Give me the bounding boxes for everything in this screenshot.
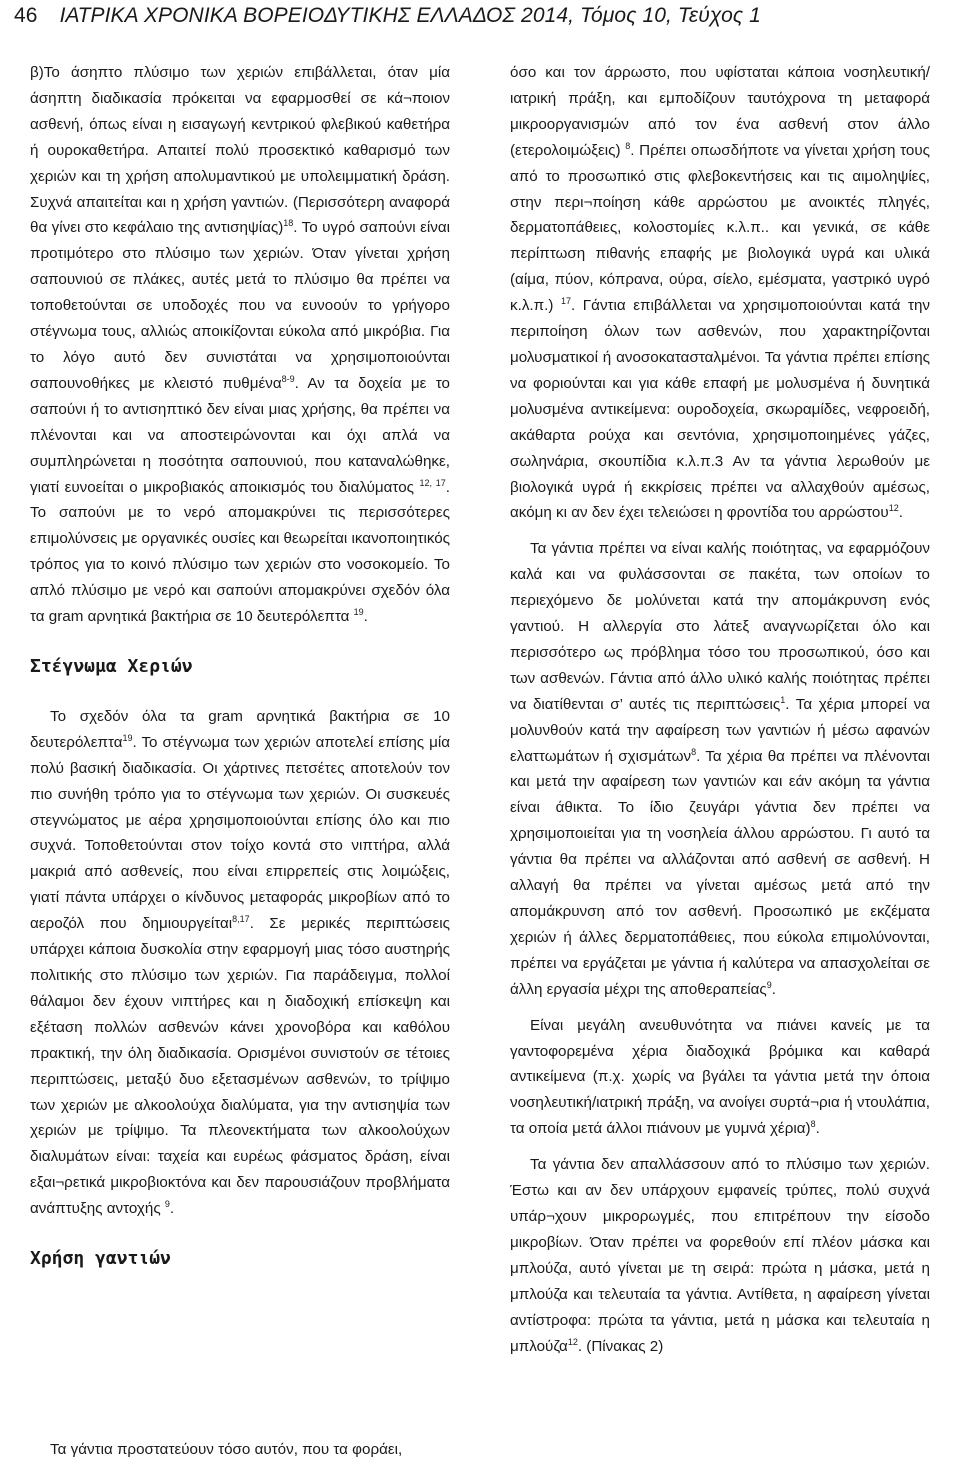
paragraph: Τα γάντια προστατεύουν τόσο αυτόν, που τα φοράει, bbox=[50, 1441, 403, 1458]
reference-marker: 8 bbox=[691, 746, 697, 757]
page-number: 46 bbox=[14, 4, 38, 27]
reference-marker: 8 bbox=[810, 1119, 816, 1130]
paragraph: Το σχεδόν όλα τα gram αρνητικά βακτήρια σε 10 δευτερόλεπτα$^{19}$. Το στέγνωμα των χεριών αποτελεί επίσης μία πολύ βασική διαδικασία. Οι χάρτινες πετσέτες αποτελούν τον πιο συνήθη τρόπο για το στέγνωμα των χεριών. Οι συσκευές στεγνώματος με αέρα χρησιμοποιούνται επίσης όλο και πιο συχνά. Τοποθετούνται στον τοίχο κοντά στο νιπτήρα, αλλά μακριά από ασθενείς, που είναι επιρρεπείς στις λοιμώξεις, γιατί πάντα υπάρχει ο κίνδυνος μεταφοράς μικροβίων από το αεροζόλ που δημιουργείται$^{8,17}$. Σε μερικές περιπτώσεις υπάρχει κάποια δυσκολία στην εφαρμογή μιας τόσο αυστηρής πολιτικής στο πλύσιμο των χεριών. Για παράδειγμα, πολλοί θάλαμοι δεν έχουν νιπτήρες και η διαδοχική επίσκεψη και εξέταση πολλών ασθενών κάνει χρονοβόρα και καθόλου πρακτική, την όλη διαδικασία. Ορισμένοι συνιστούν σε τέτοιες περιπτώσεις, μεταξύ δυο εξετασμένων ασθενών, το τρίψιμο των χεριών με αλκοολούχα διαλύματα, για την αντισηψία των χεριών με τρίψιμο. Τα πλεονεκτήματα των αλκοολούχων διαλυμάτων είναι: ταχεία και ευρέως φάσματος δράση, είναι εξαι¬ρετικά μικροβιοκτόνα και δεν παρουσιάζουν προβλήματα ανάπτυξης αντοχής $^9$. bbox=[30, 707, 450, 1218]
reference-marker: 12, 17 bbox=[419, 477, 446, 488]
paragraph: Τα γάντια πρέπει να είναι καλής ποιότητας, να εφαρμόζουν καλά και να φυλάσσονται σε πακέτα, των οποίων το περιεχόμενο δε μολύνεται κατά την απομάκρυνση ενός γαντιού. Η αλλεργία στο λάτεξ αναγνωρίζεται όλο και περισσότερο ως πρόβλημα τόσο του προσωπικού, όσο και των ασθενών. Γάντια από άλλο υλικό καλής ποιότητας πρέπει να διατίθενται σ’ αυτές τις περιπτώσεις$^1$. Τα χέρια μπορεί να μολυνθούν κατά την αφαίρεση των γαντιών ή μέσω αφανών ελαττωμάτων ή σχισμάτων$^8$. Τα χέρια θα πρέπει να πλένονται και μετά την αφαίρεση των γαντιών και εάν ακόμη τα γάντια είναι άθικτα. Το ίδιο ζευγάρι γάντια δεν πρέπει να χρησιμοποιείται για τη νοσηλεία άλλου αρρώστου. Γι αυτό τα γάντια θα πρέπει να αλλάζονται από ασθενή σε ασθενή. Η αλλαγή θα πρέπει να γίνεται αμέσως μετά από την απομάκρυνση από τον ασθενή. Προσωπικό με εκζέματα χεριών ή άλλες δερματοπάθειες, που εύκολα επιμολύνονται, πρέπει να εργάζεται με γάντια ή καλύτερα να απασχολείται σε άλλη εργασία μέχρι της αποθεραπείας$^9$. bbox=[510, 540, 930, 998]
reference-marker: 8,17 bbox=[232, 914, 250, 925]
paragraph: Είναι μεγάλη ανευθυνότητα να πιάνει κανείς με τα γαντοφορεμένα χέρια διαδοχικά βρόμικα και καθαρά αντικείμενα (π.χ. χωρίς να βγάλει τα γάντια μετά την όποια νοσηλευτική/ιατρική πράξη, να ανοίγει συρτά¬ρια ή ντουλάπια, τα οποία μετά άλλοι πιάνουν με γυμνά χέρια)$^8$. bbox=[510, 1016, 930, 1138]
reference-marker: 19 bbox=[122, 732, 133, 743]
paragraph: β)Το άσηπτο πλύσιμο των χεριών επιβάλλεται, όταν μία άσηπτη διαδικασία πρόκειται να εφαρμοσθεί σε κά¬ποιον ασθενή, όπως είναι η εισαγωγή κεντρικού φλεβικού καθετήρα ή ουροκαθετήρα. Απαιτεί πολύ προσεκτικό καθαρισμό των χεριών και τη χρήση απολυμαντικού με υπολειμματική δράση. Συχνά απαιτείται και η χρήση γαντιών. (Περισσότερη αναφορά θα γίνει στο κεφάλαιο της αντισηψίας)$^{18}$. Το υγρό σαπούνι είναι προτιμότερο στο πλύσιμο των χεριών. Όταν γίνεται χρήση σαπουνιού σε πλάκες, αυτές μετά το πλύσιμο θα πρέπει να τοποθετούνται σε υποδοχές που να ευνοούν το γρήγορο στέγνωμα τους, αλλιώς αποικίζονται εύκολα από μικρόβια. Για το λόγο αυτό δεν συνιστάται να χρησιμοποιούνται σαπουνοθήκες με κλειστό πυθμένα$^{8-9}$. Αν τα δοχεία με το σαπούνι ή το αντισηπτικό δεν είναι μιας χρήσης, θα πρέπει να πλένονται και να αποστειρώνονται και όχι απλά να συμπληρώνεται η ποσότητα σαπουνιού, που καταναλώθηκε, γιατί ευνοείται ο μικροβιακός αποικισμός του διαλύματος $^{12, 17}$. Το σαπούνι με το νερό απομακρύνει τις περισσότερες επιμολύνσεις με οργανικές ουσίες και θεωρείται ικανοποιητικός τρόπος για το κοινό πλύσιμο των χεριών στο νοσοκομείο. Το απλό πλύσιμο με νερό και σαπούνι απομακρύνει σχεδόν όλα τα gram αρνητικά βακτήρια σε 10 δευτερόλεπτα $^{19}$. bbox=[30, 64, 450, 626]
paragraph: Τα γάντια δεν απαλλάσσουν από το πλύσιμο των χεριών. Έστω και αν δεν υπάρχουν εμφανείς τρύπες, πολύ συχνά υπάρ¬χουν μικρορωγμές, που επιτρέπουν την είσοδο μικροβίων. Όταν πρέπει να φορεθούν επί πλέον μάσκα και μπλούζα, αυτό γίνεται με τη σειρά: πρώτα η μάσκα, μετά η μπλούζα και τελευταία τα γάντια. Αντίθετα, η αφαίρεση γίνεται αντίστροφα: πρώτα τα γάντια, μετά η μάσκα και τελευταία η μπλούζα$^{12}$. (Πίνακας 2) bbox=[510, 1156, 930, 1355]
reference-marker: 9 bbox=[164, 1199, 170, 1210]
left-column bbox=[30, 60, 450, 1272]
reference-marker: 8-9 bbox=[281, 373, 295, 384]
page-header bbox=[14, 4, 944, 28]
right-column bbox=[510, 60, 930, 1359]
reference-marker: 12 bbox=[567, 1336, 578, 1347]
section-heading-gloves: Χρήση γαντιών bbox=[30, 1248, 171, 1270]
journal-title: ΙΑΤΡΙΚΑ ΧΡΟΝΙΚΑ ΒΟΡΕΙΟΔΥΤΙΚΗΣ ΕΛΛΑΔΟΣ 2014, Τόμος 10, Τεύχος 1 bbox=[59, 4, 761, 27]
reference-marker: 18 bbox=[283, 218, 294, 229]
reference-marker: 9 bbox=[766, 979, 772, 990]
section-heading-drying: Στέγνωμα Χεριών bbox=[30, 655, 193, 677]
reference-marker: 12 bbox=[888, 503, 899, 514]
reference-marker: 19 bbox=[353, 607, 364, 618]
reference-marker: 17 bbox=[560, 296, 571, 307]
reference-marker: 1 bbox=[780, 694, 786, 705]
paragraph: όσο και τον άρρωστο, που υφίσταται κάποια νοσηλευτική/ιατρική πράξη, και εμποδίζουν ταυτόχρονα τη μεταφορά μικροοργανισμών από τον ένα ασθενή στον άλλο (ετερολοιμώξεις) $^8$. Πρέπει οπωσδήποτε να γίνεται χρήση τους από το προσωπικό στις φλεβοκεντήσεις και τις αιμοληψίες, στην περι¬ποίηση κάθε αρρώστου με ανοικτές πληγές, δερματοπάθειες, κολοστομίες κ.λ.π.. και γενικά, σε κάθε περίπτωση πιθανής επαφής με βιολογικά υγρά και υλικά (αίμα, πύον, κόπρανα, ούρα, σίελο, εμέσματα, γαστρικό υγρό κ.λ.π.) $^{17}$. Γάντια επιβάλλεται να χρησιμοποιούνται κατά την περιποίηση όλων των ασθενών, που χαρακτηρίζονται μολυσματικοί ή ανοσοκατασταλμένοι. Τα γάντια πρέπει επίσης να φοριούνται και για κάθε επαφή με μολυσμένα ή δυνητικά μολυσμένα αντικείμενα: ουροδοχεία, σκωραμίδες, νεφροειδή, ακάθαρτα ρούχα και σεντόνια, χρησιμοποιημένες γάζες, σωληνάρια, σκουπίδια κ.λ.π.3 Αν τα γάντια λερωθούν με βιολογικά υγρά ή εκκρίσεις πρέπει να αλλαχθούν αμέσως, ακόμη κι αν δεν έχει τελειώσει η φροντίδα του αρρώστου$^{12}$. bbox=[510, 64, 931, 522]
reference-marker: 8 bbox=[625, 140, 631, 151]
